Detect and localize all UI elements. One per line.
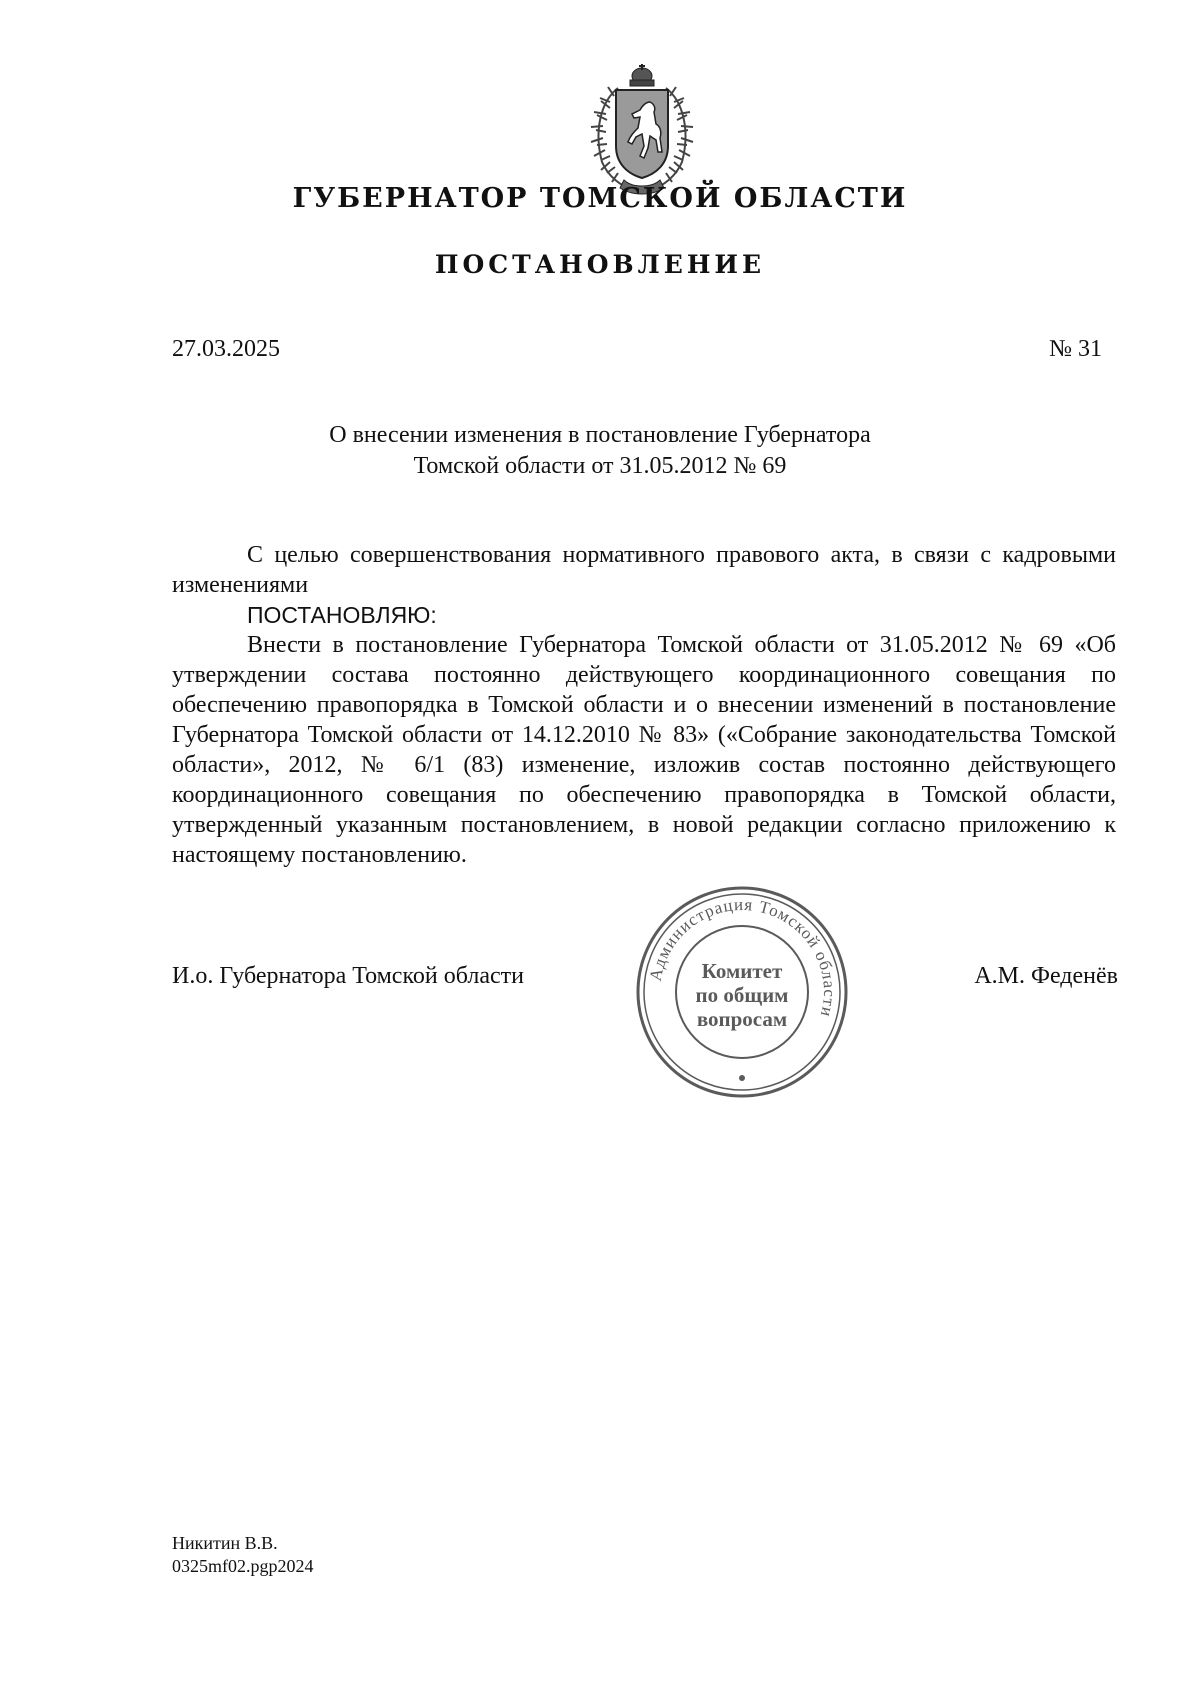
- stamp-star-icon: [739, 1075, 745, 1081]
- stamp-center-line-2: по общим: [695, 983, 789, 1007]
- document-body: [172, 540, 1116, 870]
- preamble-paragraph: С целью совершенствования нормативного правового акта, в связи с кадровыми изменениями: [172, 542, 1116, 598]
- signer-name: А.М. Феденёв: [974, 963, 1118, 989]
- stamp-center-line-3: вопросам: [696, 1007, 788, 1031]
- document-type: ПОСТАНОВЛЕНИЕ: [434, 250, 766, 279]
- organization-title: ГУБЕРНАТОР ТОМСКОЙ ОБЛАСТИ: [292, 183, 908, 214]
- document-subject: [0, 420, 1200, 482]
- document-number: № 31: [1049, 336, 1102, 362]
- file-code: 0325mf02.pgp2024: [172, 1556, 314, 1576]
- decree-word: ПОСТАНОВЛЯЮ:: [247, 602, 437, 628]
- subject-line-1: О внесении изменения в постановление Губернатора: [329, 422, 871, 448]
- executor-name: Никитин В.В.: [172, 1533, 278, 1553]
- crown-icon: [630, 64, 654, 86]
- stamp-ring-textpath: Администрация Томской области: [645, 894, 840, 1020]
- official-stamp: [632, 882, 852, 1102]
- signer-title: И.о. Губернатора Томской области: [172, 963, 524, 989]
- operative-paragraph: Внести в постановление Губернатора Томской области от 31.05.2012 № 69 «Об утверждении состава постоянно действующего координационного совещания по обеспечению правопорядка в Томской области и о внесении изменений в постановление Губернатора Томской области от 14.12.2010 № 83» («Собрание законодательства Томской области», 2012, № 6/1 (83) изменение, изложив состав постоянно действующего координационного совещания по обеспечению правопорядка в Томской области, утвержденный указанным постановлением, в новой редакции согласно приложению к настоящему постановлению.: [172, 632, 1116, 868]
- coat-of-arms-icon: [580, 62, 704, 196]
- subject-line-2: Томской области от 31.05.2012 № 69: [413, 453, 787, 479]
- stamp-center-line-1: Комитет: [701, 959, 783, 983]
- executor-block: [172, 1532, 314, 1578]
- document-date: 27.03.2025: [172, 336, 280, 362]
